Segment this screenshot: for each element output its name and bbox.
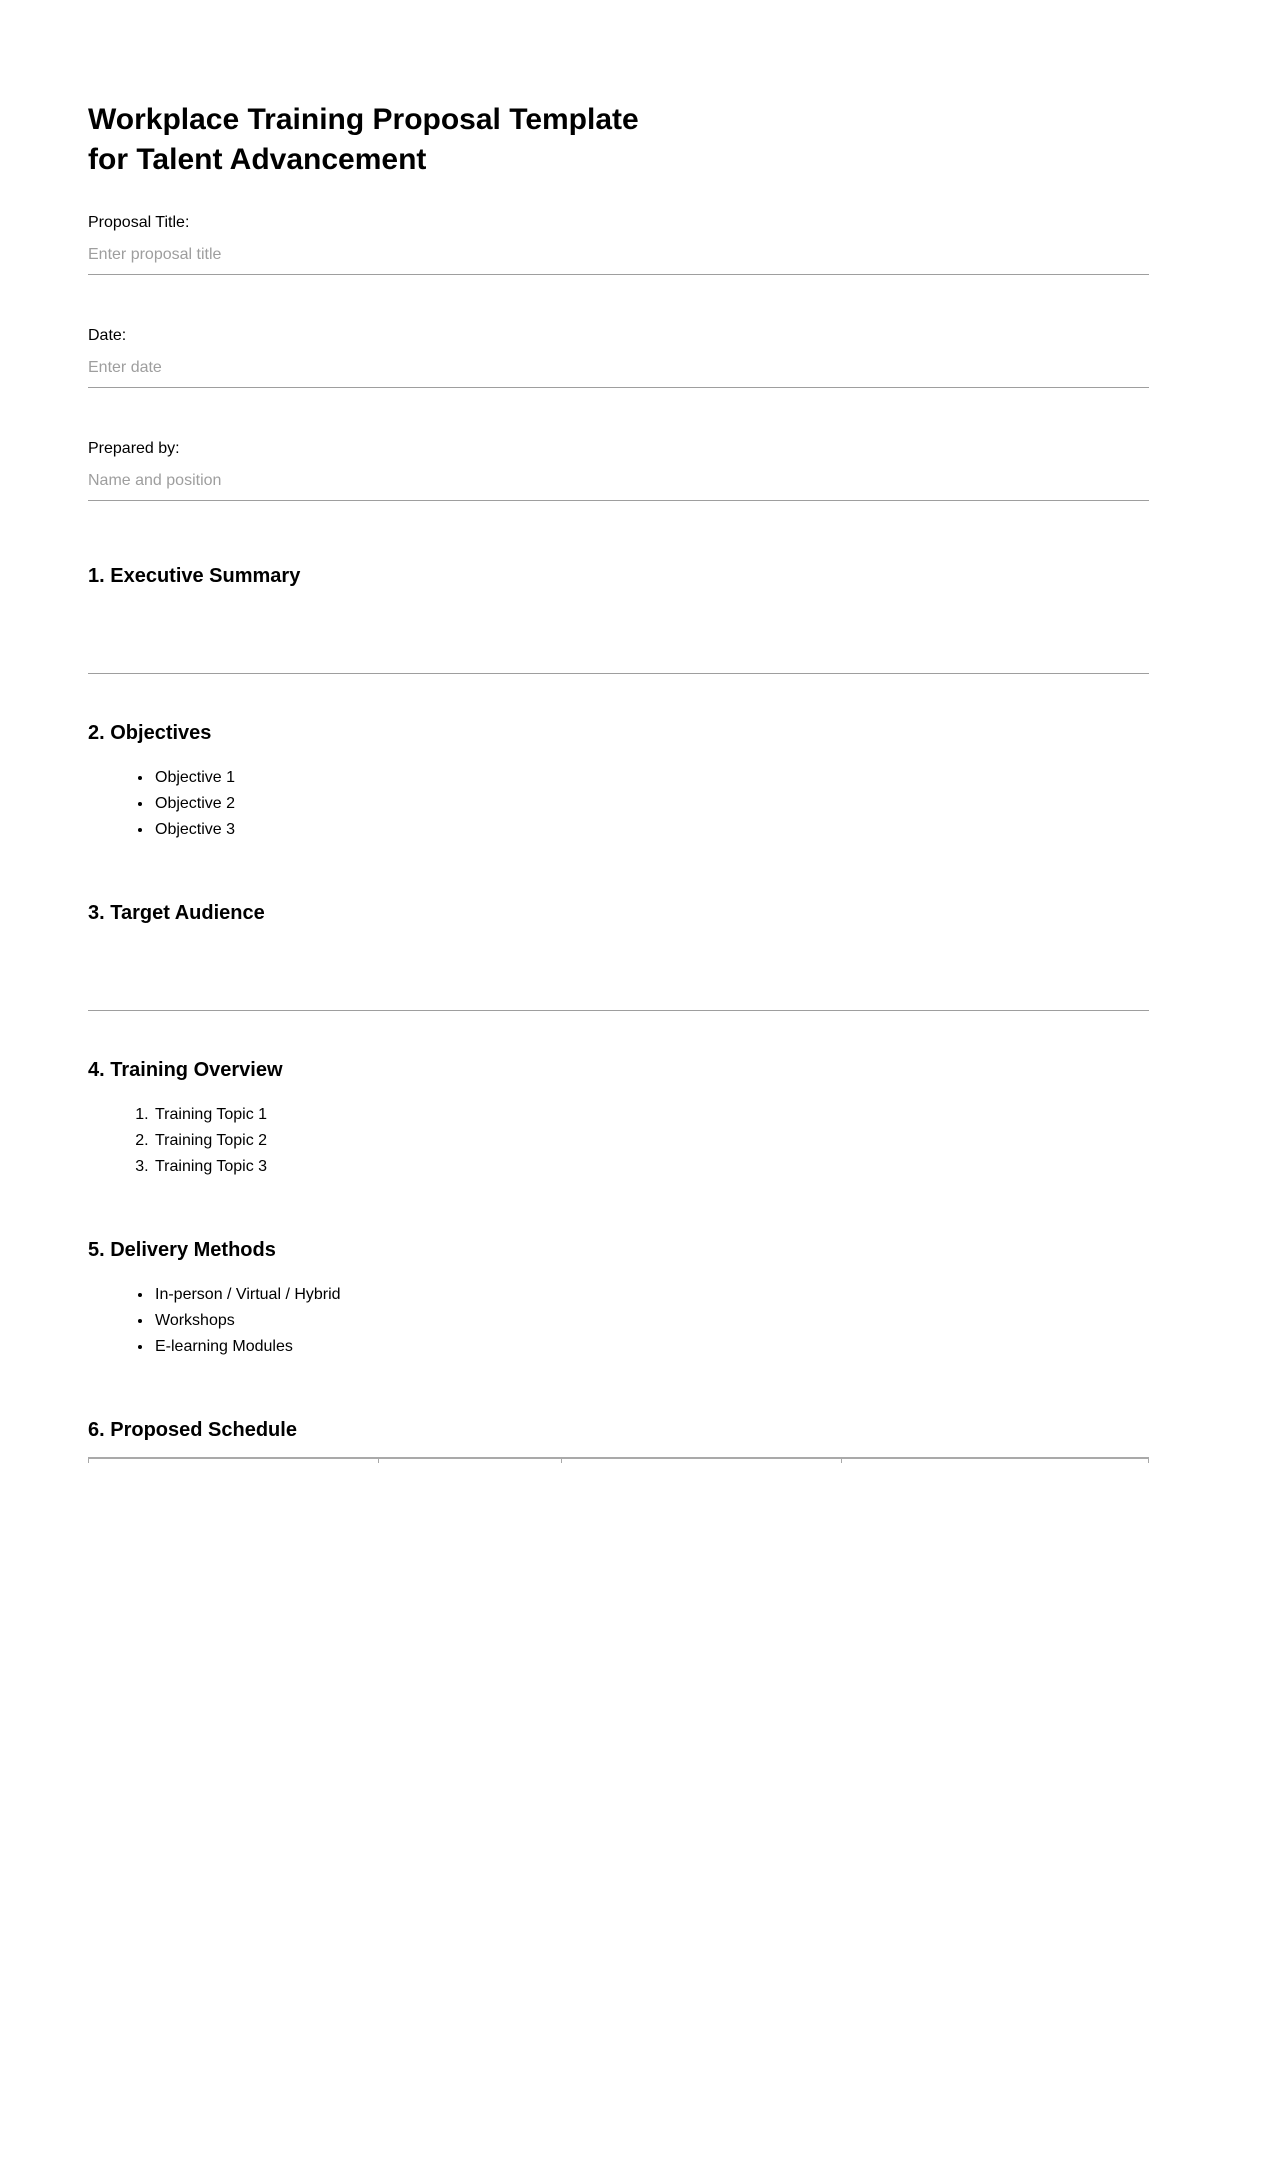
prepared-by-label: Prepared by: bbox=[88, 440, 180, 457]
prepared-by-group bbox=[88, 440, 1149, 501]
delivery-methods-list bbox=[88, 1282, 1149, 1360]
objective-item: • Objective 1 bbox=[153, 765, 1149, 791]
delivery-method-item: • Workshops bbox=[153, 1308, 1149, 1334]
proposal-title-input[interactable] bbox=[88, 242, 1149, 275]
page-title-line2: for Talent Advancement bbox=[88, 143, 427, 176]
executive-summary-heading: 1. Executive Summary bbox=[88, 565, 301, 587]
target-audience-heading: 3. Target Audience bbox=[88, 902, 265, 924]
proposal-template-page bbox=[88, 0, 1149, 2163]
target-audience-textarea[interactable] bbox=[88, 939, 1149, 1011]
date-group bbox=[88, 327, 1149, 388]
section-delivery-methods bbox=[88, 1239, 1149, 1360]
date-input[interactable] bbox=[88, 355, 1149, 388]
proposed-schedule-heading: 6. Proposed Schedule bbox=[88, 1419, 297, 1441]
delivery-method-item: • E-learning Modules bbox=[153, 1334, 1149, 1360]
proposal-title-label: Proposal Title: bbox=[88, 214, 190, 231]
page-title bbox=[88, 100, 1149, 180]
objective-item: • Objective 3 bbox=[153, 817, 1149, 843]
section-proposed-schedule bbox=[88, 1419, 1149, 1463]
delivery-methods-heading: 5. Delivery Methods bbox=[88, 1239, 276, 1261]
objective-item: • Objective 2 bbox=[153, 791, 1149, 817]
section-executive-summary bbox=[88, 565, 1149, 674]
proposal-title-group bbox=[88, 214, 1149, 275]
training-topic-item: 3. Training Topic 3 bbox=[153, 1154, 1149, 1180]
section-target-audience bbox=[88, 902, 1149, 1011]
prepared-by-input[interactable] bbox=[88, 468, 1149, 501]
section-objectives bbox=[88, 722, 1149, 843]
section-training-overview bbox=[88, 1059, 1149, 1180]
training-overview-list bbox=[88, 1102, 1149, 1180]
training-topic-item: 2. Training Topic 2 bbox=[153, 1128, 1149, 1154]
schedule-table-cell bbox=[88, 1459, 379, 1463]
executive-summary-textarea[interactable] bbox=[88, 602, 1149, 674]
schedule-table-cell bbox=[379, 1459, 563, 1463]
schedule-table-cell bbox=[842, 1459, 1149, 1463]
training-topic-item: 1. Training Topic 1 bbox=[153, 1102, 1149, 1128]
schedule-table-cell bbox=[562, 1459, 842, 1463]
objectives-heading: 2. Objectives bbox=[88, 722, 212, 744]
proposed-schedule-table bbox=[88, 1457, 1149, 1463]
date-label: Date: bbox=[88, 327, 127, 344]
training-overview-heading: 4. Training Overview bbox=[88, 1059, 283, 1081]
delivery-method-item: • In-person / Virtual / Hybrid bbox=[153, 1282, 1149, 1308]
page-title-line1: Workplace Training Proposal Template bbox=[88, 103, 639, 136]
objectives-list bbox=[88, 765, 1149, 843]
